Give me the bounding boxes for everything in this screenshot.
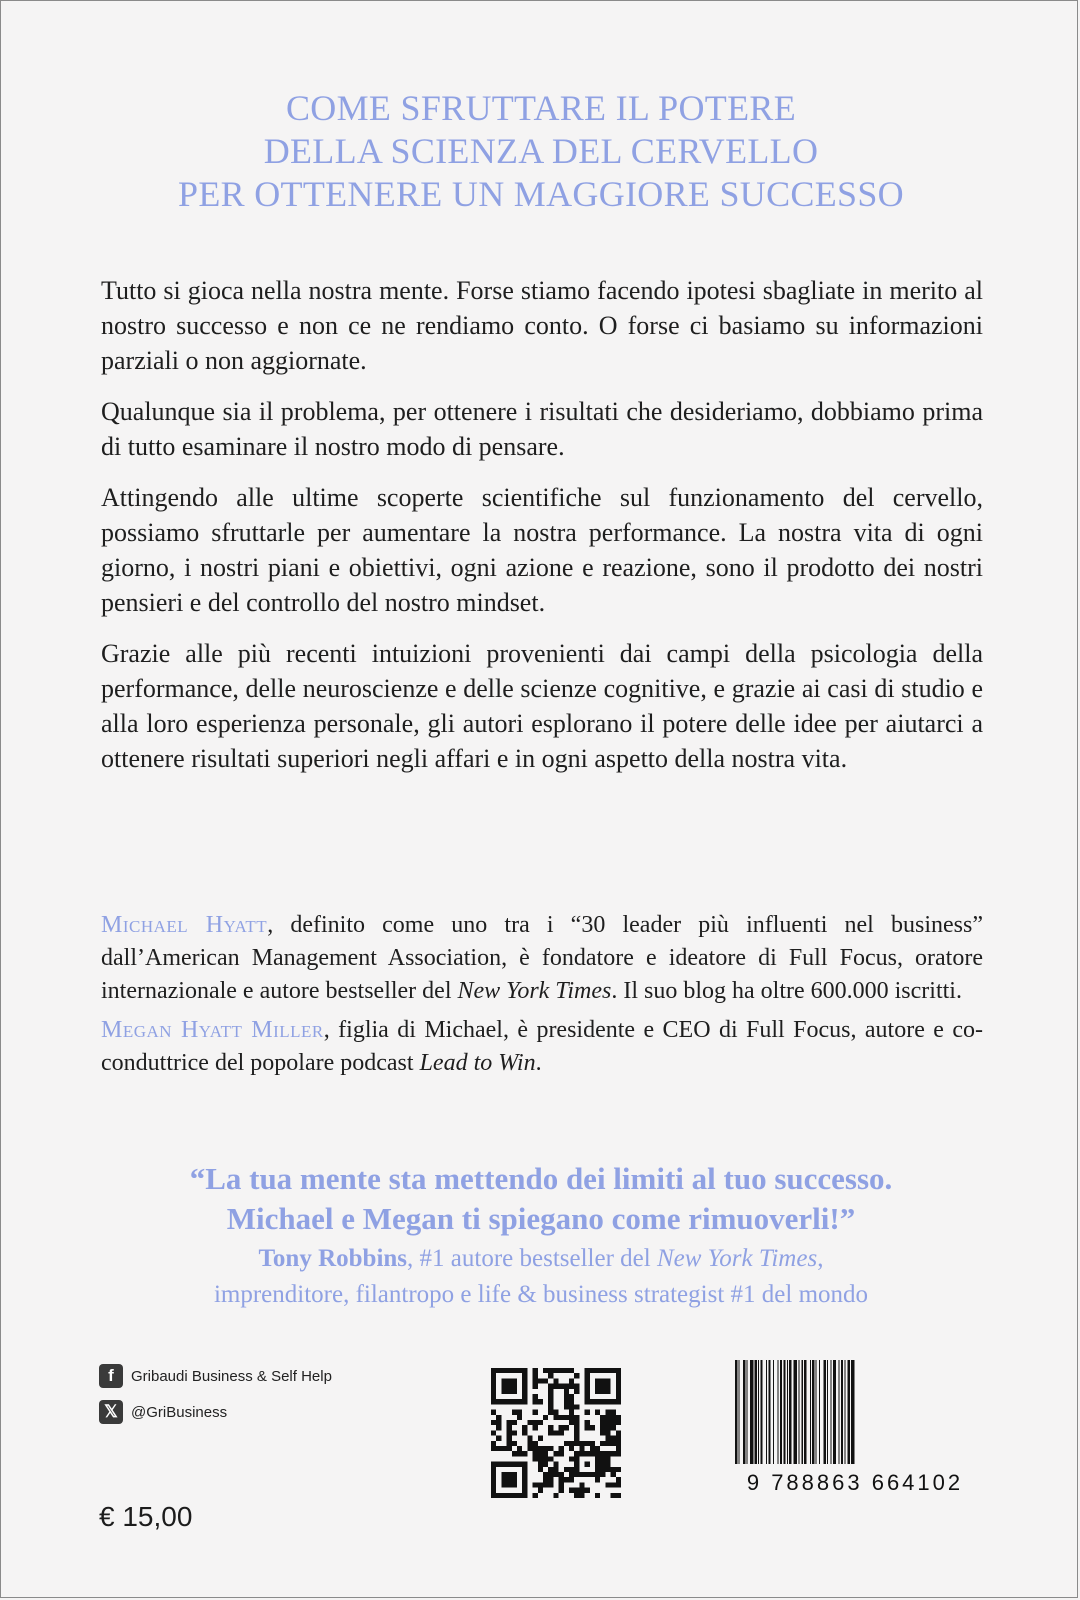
x-label: @GriBusiness — [131, 1403, 228, 1421]
quote-author: Tony Robbins — [258, 1245, 408, 1272]
bio-text: . — [535, 1050, 542, 1076]
isbn-barcode — [731, 1356, 979, 1516]
isbn-number: 9 788863 664102 — [746, 1470, 964, 1495]
description-paragraph-1: Tutto si gioca nella nostra mente. Forse stiamo facendo ipotesi sbagliate in merito al nostro successo e non ce ne rendiamo conto. O forse ci basiamo su informazioni parziali o non aggiornate. — [101, 276, 983, 375]
description-paragraph-2: Qualunque sia il problema, per ottenere i risultati che desideriamo, dobbiamo prima di tutto esaminare il nostro modo di pensare. — [101, 397, 983, 461]
headline-line-3: PER OTTENERE UN MAGGIORE SUCCESSO — [178, 174, 904, 214]
facebook-label: Gribaudi Business & Self Help — [131, 1367, 332, 1385]
price: € 15,00 — [99, 1501, 193, 1532]
description — [101, 273, 983, 792]
qr-code — [491, 1368, 621, 1498]
author-name-megan-hyatt-miller: Megan Hyatt Miller — [101, 1017, 324, 1043]
headline-line-1: COME SFRUTTARE IL POTERE — [285, 88, 796, 128]
headline — [1, 87, 1080, 216]
attribution-text-end: , — [817, 1245, 824, 1272]
headline-line-2: DELLA SCIENZA DEL CERVELLO — [263, 131, 819, 171]
facebook-link[interactable] — [99, 1363, 332, 1389]
quote-attribution — [1, 1243, 1080, 1275]
quote-attribution-line-2: imprenditore, filantropo e life & business strategist #1 del mondo — [213, 1281, 869, 1308]
bio-text: , definito come uno tra i “30 leader più influenti nel business” dall’American Management Association, è fondatore e ideatore di Full Focus, oratore internazionale e autore bestseller del — [101, 912, 983, 1004]
bio-text: , figlia di Michael, è presidente e CEO di Full Focus, autore e co-conduttrice del popolare podcast — [101, 1017, 983, 1076]
social-links — [99, 1363, 332, 1435]
bio-text: . Il suo blog ha oltre 600.000 iscritti. — [611, 978, 962, 1004]
author-bios — [101, 909, 983, 1086]
attribution-italic: New York Times — [656, 1245, 818, 1272]
bio-megan-hyatt-miller — [101, 1014, 983, 1080]
description-paragraph-4: Grazie alle più recenti intuizioni provenienti dai campi della psicologia della performance, delle neuroscienze e delle scienze cognitive, e grazie ai casi di studio e alla loro esperienza personale, gli autori esplorano il potere delle idee per aiutarci a ottenere risultati superiori negli affari e in ogni aspetto della nostra vita. — [101, 639, 983, 773]
x-link[interactable] — [99, 1399, 332, 1425]
bio-michael-hyatt — [101, 909, 983, 1008]
quote-line-1: “La tua mente sta mettendo dei limiti al tuo successo. — [189, 1161, 893, 1196]
description-paragraph-3: Attingendo alle ultime scoperte scientifiche sul funzionamento del cervello, possiamo sfruttarle per aumentare la nostra performance. La nostra vita di ogni giorno, i nostri piani e obiettivi, ogni azione e reazione, sono il prodotto dei nostri pensieri e del controllo del nostro mindset. — [101, 483, 983, 617]
author-name-michael-hyatt: Michael Hyatt — [101, 912, 268, 938]
bio-italic: New York Times — [457, 978, 612, 1004]
barcode-bars — [731, 1356, 979, 1468]
quote-line-2: Michael e Megan ti spiegano come rimuoverli!” — [226, 1201, 856, 1236]
bio-italic: Lead to Win — [419, 1050, 536, 1076]
attribution-text: , #1 autore bestseller del — [407, 1245, 657, 1272]
facebook-icon: f — [99, 1364, 123, 1388]
x-icon: 𝕏 — [99, 1400, 123, 1424]
endorsement-quote — [1, 1159, 1080, 1311]
